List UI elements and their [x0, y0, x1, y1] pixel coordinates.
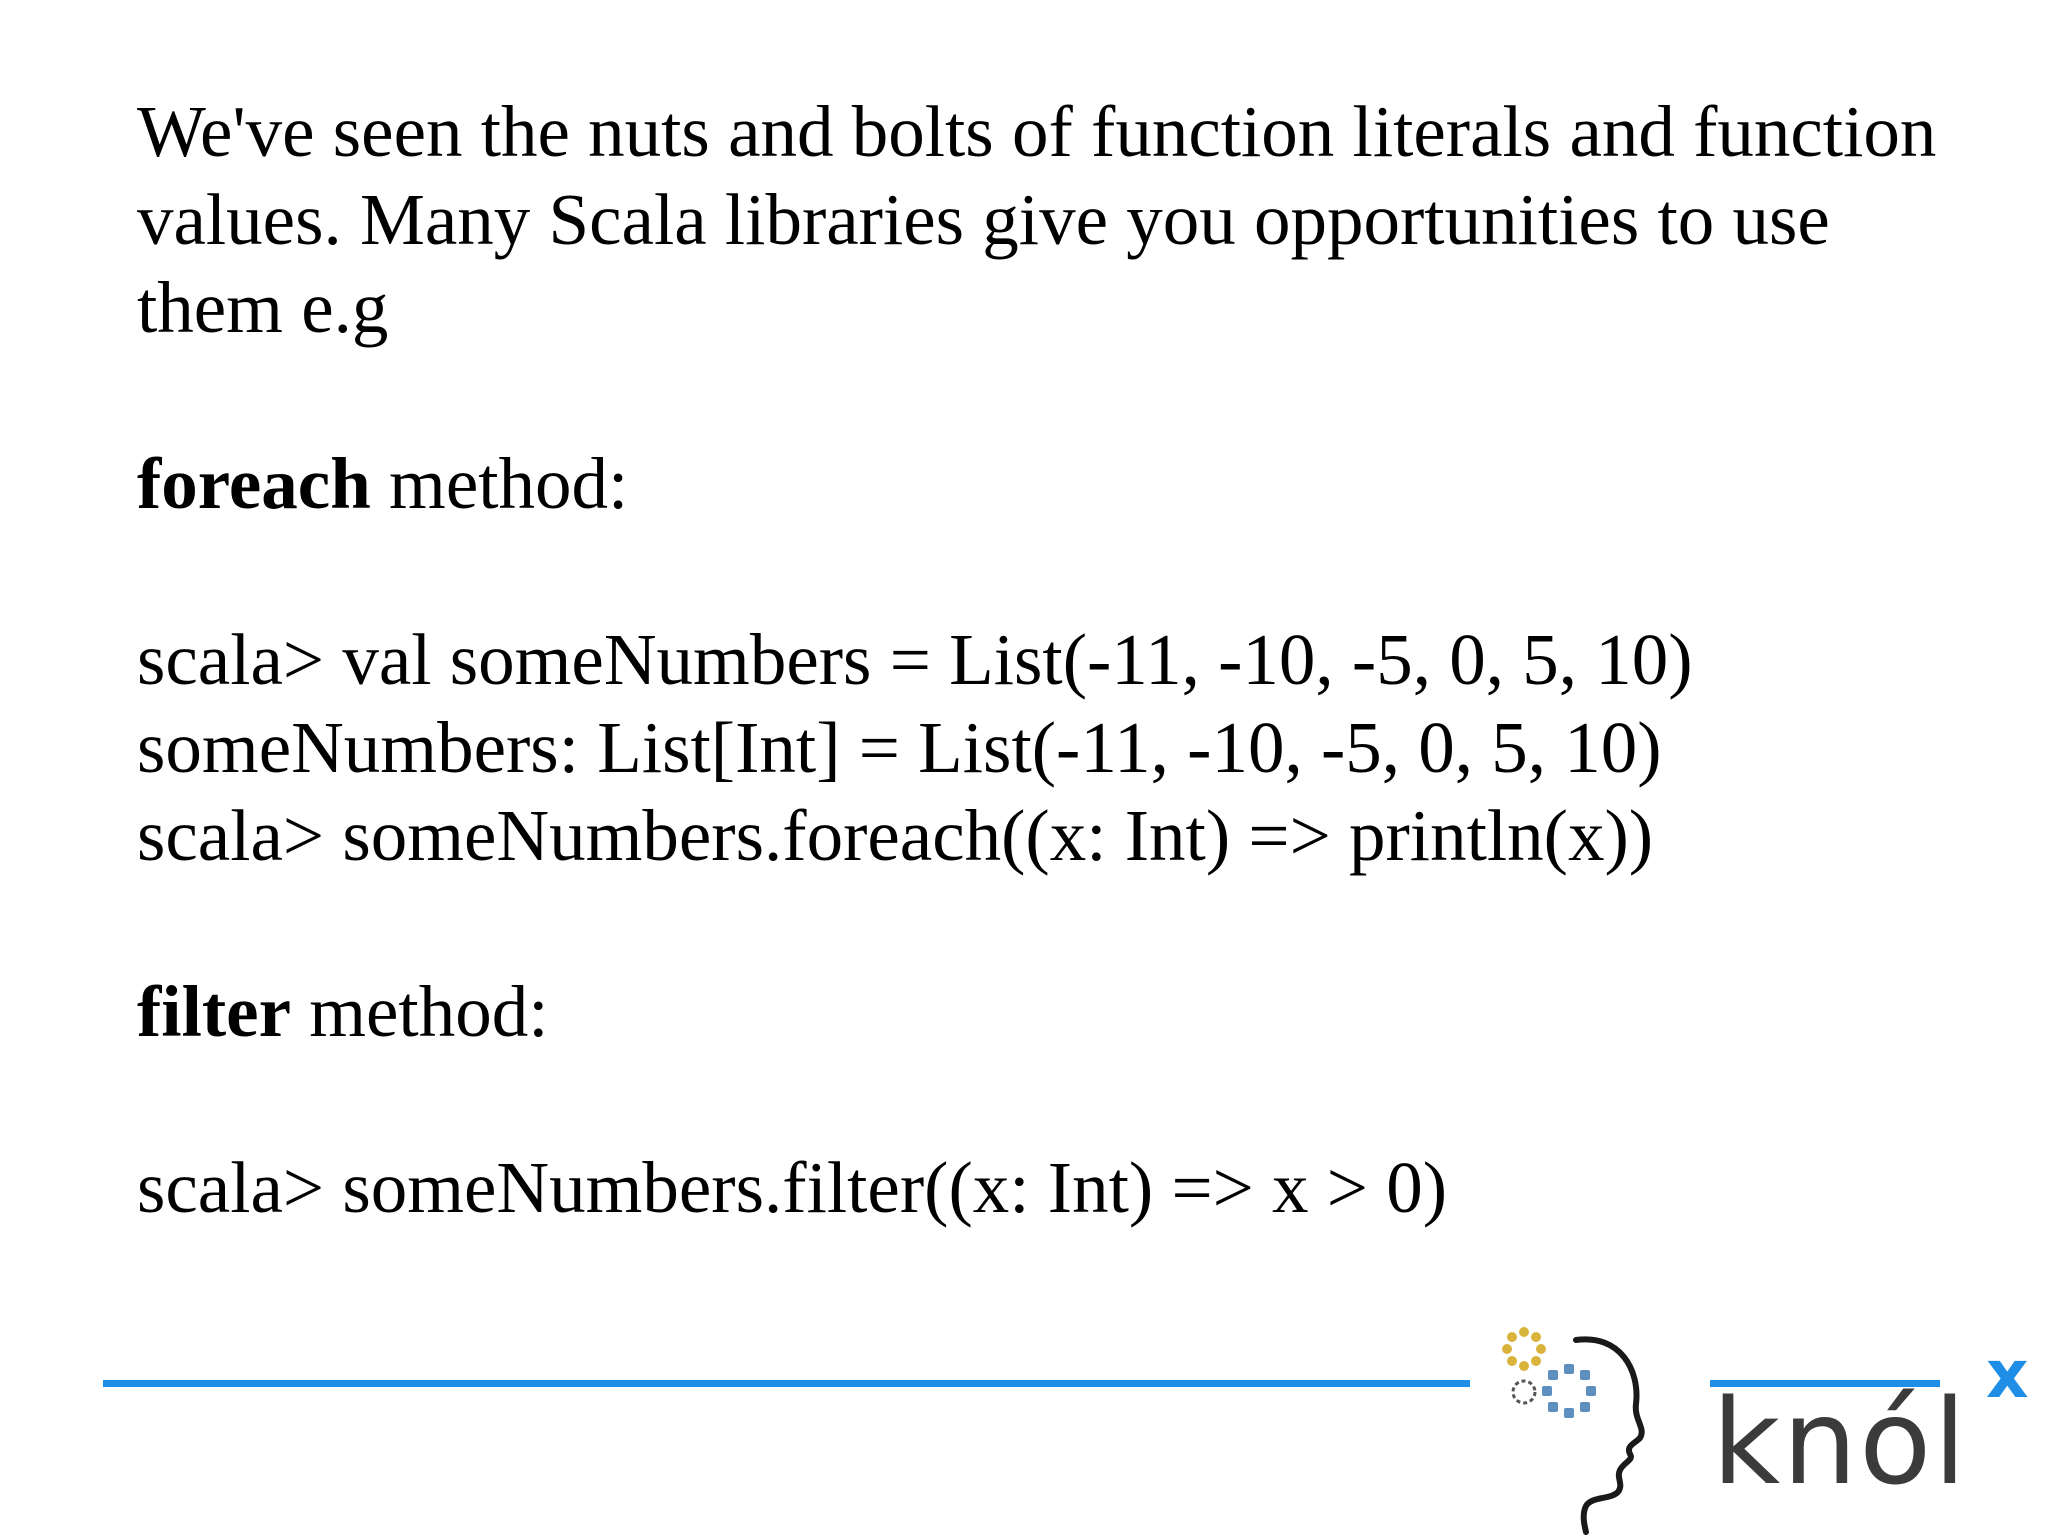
foreach-code-line-2: someNumbers: List[Int] = List(-11, -10, -5, 0, 5, 10) [137, 707, 1662, 788]
foreach-code-line-3: scala> someNumbers.foreach((x: Int) => println(x)) [137, 795, 1654, 876]
gray-gear-icon [1513, 1381, 1535, 1403]
filter-keyword: filter [137, 971, 291, 1052]
filter-code-line-1: scala> someNumbers.filter((x: Int) => x > 0) [137, 1147, 1448, 1228]
filter-heading-suffix: method: [290, 971, 549, 1052]
footer-divider-left [103, 1380, 1470, 1387]
gold-gear-icon [1502, 1327, 1546, 1371]
blue-gear-icon [1542, 1364, 1596, 1418]
knolx-logo [1490, 1320, 2048, 1536]
logo-wordmark: knól [1712, 1373, 1969, 1511]
foreach-heading [137, 440, 1937, 528]
spacer [137, 528, 1937, 616]
spacer [137, 1056, 1937, 1144]
foreach-keyword: foreach [137, 443, 371, 524]
filter-heading [137, 968, 1937, 1056]
logo-superscript-x: x [1986, 1336, 2029, 1413]
head-gears-icon [1490, 1320, 1720, 1536]
intro-line-3: them e.g [137, 267, 389, 348]
intro-line-1: We've seen the nuts and bolts of function literals and function [137, 91, 1937, 172]
intro-line-2: values. Many Scala libraries give you opportunities to use [137, 179, 1830, 260]
spacer [137, 880, 1937, 968]
foreach-code-line-1: scala> val someNumbers = List(-11, -10, -5, 0, 5, 10) [137, 619, 1693, 700]
slide-body [137, 88, 1937, 1232]
spacer [137, 352, 1937, 440]
foreach-heading-suffix: method: [370, 443, 629, 524]
